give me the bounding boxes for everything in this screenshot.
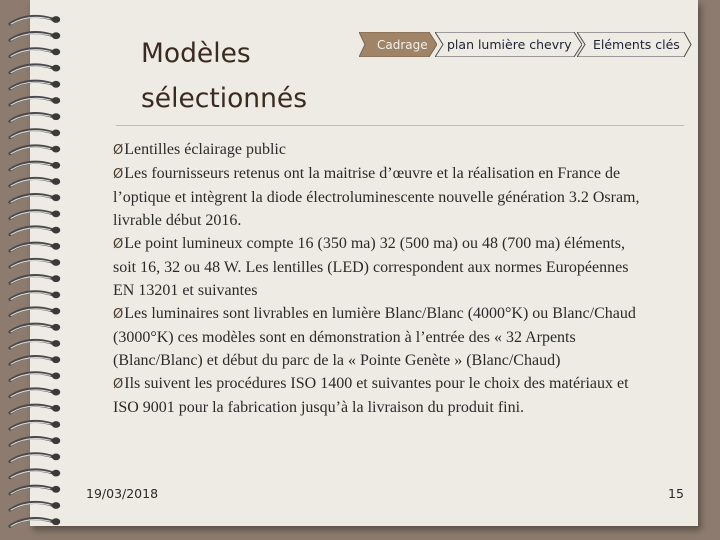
breadcrumb-step-elements-cles[interactable]	[577, 32, 692, 57]
bullet-arrow-icon: Ø	[113, 377, 124, 392]
bullet-item	[113, 232, 648, 302]
bullet-text: Le point lumineux compte 16 (350 ma) 32 (500 ma) ou 48 (700 ma) éléments, soit 16, 32 ou 48 W. Les lentilles (LED) correspondent aux normes Européennes EN 13201 et suivantes	[113, 235, 629, 299]
bullet-item	[113, 372, 648, 419]
breadcrumb-step-plan-lumiere[interactable]	[435, 32, 582, 57]
breadcrumb-step-elements-cles-label: Eléments clés	[593, 37, 680, 52]
spiral-binding	[0, 0, 90, 540]
bullet-text: Lentilles éclairage public	[124, 141, 286, 158]
bullet-text: Les luminaires sont livrables en lumière Blanc/Blanc (4000°K) ou Blanc/Chaud (3000°K) ces modèles sont en démonstration à l’entrée des « 32 Arpents (Blanc/Blanc) et début du parc de la « Pointe Genète » (Blanc/Chaud)	[113, 305, 636, 369]
breadcrumb-step-cadrage[interactable]	[359, 32, 437, 57]
slide-title	[141, 31, 351, 121]
bullet-arrow-icon: Ø	[113, 307, 124, 322]
breadcrumb-step-cadrage-label: Cadrage	[377, 37, 428, 52]
bullet-text: Les fournisseurs retenus ont la maitrise d’œuvre et la réalisation en France de l’optique et intègrent la diode électroluminescente nouvelle génération 3.2 Osram, livrable début 2016.	[113, 165, 640, 229]
bullet-item	[113, 138, 648, 162]
slide-content	[113, 138, 648, 419]
title-divider	[116, 125, 684, 126]
breadcrumb	[359, 32, 691, 57]
bullet-arrow-icon: Ø	[113, 143, 124, 158]
slide-date: 19/03/2018	[86, 486, 159, 501]
bullet-text: Ils suivent les procédures ISO 1400 et suivantes pour le choix des matériaux et ISO 9001 pour la fabrication jusqu’à la livraison du produit fini.	[113, 375, 629, 416]
bullet-item	[113, 302, 648, 372]
page-number: 15	[668, 486, 684, 501]
bullet-arrow-icon: Ø	[113, 237, 124, 252]
slide-title-line2: sélectionnés	[141, 83, 308, 114]
bullet-arrow-icon: Ø	[113, 167, 124, 182]
slide-title-line1: Modèles	[141, 38, 251, 69]
breadcrumb-step-plan-lumiere-label: plan lumière chevry	[447, 37, 572, 52]
bullet-item	[113, 162, 648, 232]
